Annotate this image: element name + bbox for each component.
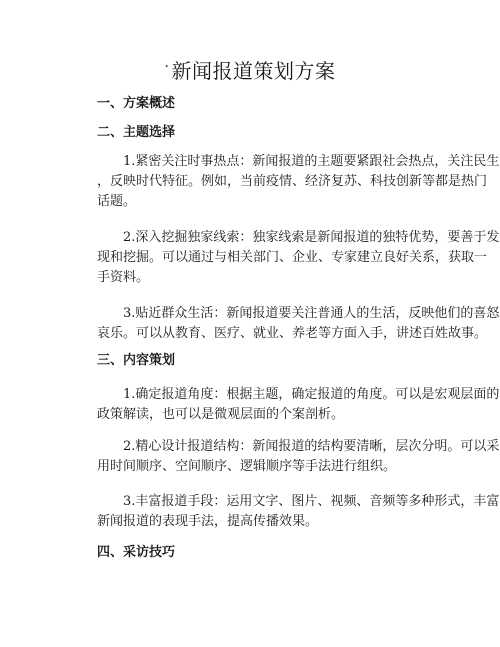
paragraph-content-3	[97, 492, 500, 532]
text-line: 用时间顺序、空间顺序、逻辑顺序等手法进行组织。	[97, 459, 397, 474]
text-line: 3.贴近群众生活：新闻报道要关注普通人的生活，反映他们的喜怒	[123, 306, 500, 321]
paragraph-topic-1	[97, 152, 500, 212]
text-line: 1.确定报道角度：根据主题，确定报道的角度。可以是宏观层面的	[123, 387, 500, 402]
paragraph-content-2	[97, 437, 500, 477]
text-line: 2.深入挖掘独家线索：独家线索是新闻报道的独特优势，要善于发	[123, 230, 500, 245]
paragraph-topic-2	[97, 228, 500, 288]
text-line: 手资料。	[97, 270, 150, 285]
text-line: 政策解读，也可以是微观层面的个案剖析。	[97, 407, 345, 422]
text-line: 2.精心设计报道结构：新闻报道的结构要清晰，层次分明。可以采	[123, 439, 500, 454]
section-heading-overview: 一、方案概述	[97, 96, 176, 111]
paragraph-topic-3	[97, 304, 500, 344]
title-mark: ·	[164, 59, 170, 75]
section-heading-topic: 二、主题选择	[97, 125, 176, 140]
text-line: ，反映时代特征。例如，当前疫情、经济复苏、科技创新等都是热门	[97, 174, 488, 189]
text-line: 现和挖掘。可以通过与相关部门、企业、专家建立良好关系，获取一	[97, 250, 488, 265]
text-line: 3.丰富报道手段：运用文字、图片、视频、音频等多种形式，丰富	[123, 494, 500, 509]
text-line: 新闻报道的表现手法，提高传播效果。	[97, 514, 319, 529]
page-title	[0, 58, 500, 84]
text-line: 话题。	[97, 194, 137, 209]
text-line: 哀乐。可以从教育、医疗、就业、养老等方面入手，讲述百姓故事。	[97, 326, 488, 341]
section-heading-content: 三、内容策划	[97, 353, 176, 368]
text-line: 1.紧密关注时事热点：新闻报道的主题要紧跟社会热点，关注民生	[123, 154, 500, 169]
title-text: 新闻报道策划方案	[171, 59, 336, 83]
section-heading-interview: 四、采访技巧	[97, 545, 176, 560]
paragraph-content-1	[97, 385, 500, 425]
